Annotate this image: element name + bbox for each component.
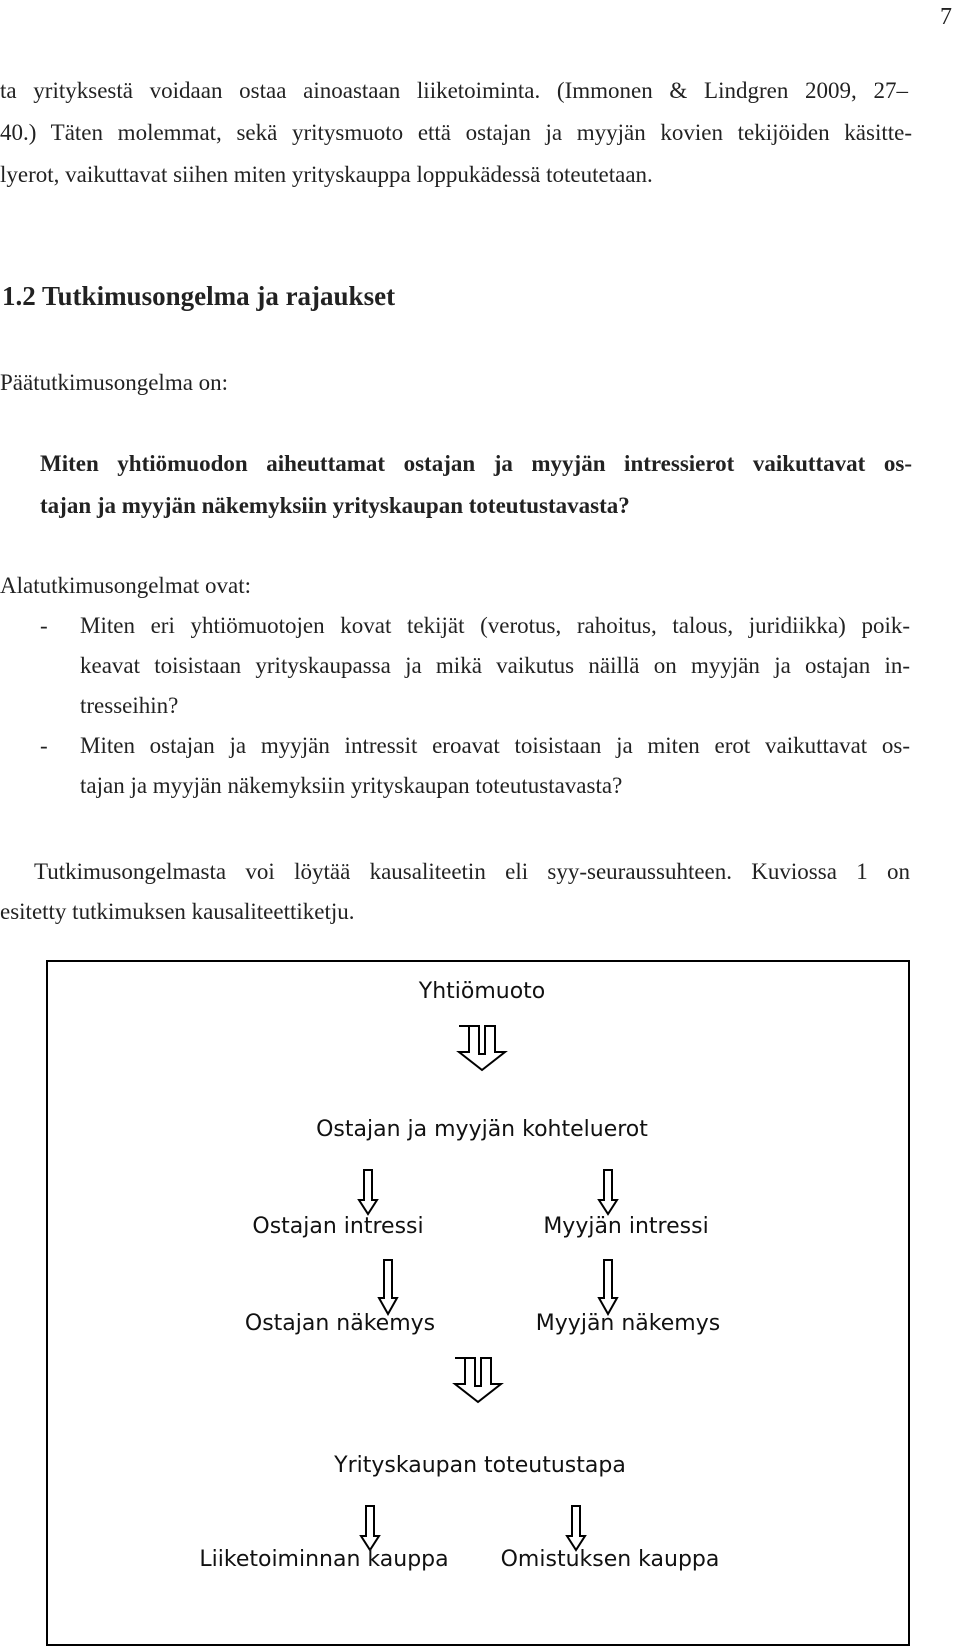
double-down-arrow-icon: [451, 1356, 505, 1404]
main-problem-line-1: Miten yhtiömuodon aiheuttamat ostajan ja myyjän intressierot vaikuttavat os-: [40, 451, 912, 476]
sub-problem-1-bullet: -: [40, 613, 48, 638]
sub-problems-label: Alatutkimusongelmat ovat:: [0, 573, 252, 598]
sub-problem-1-line-2: keavat toisistaan yrityskaupassa ja mikä vaikutus näillä on myyjän ja ostajan in-: [80, 653, 910, 678]
sub-problem-2-bullet: -: [40, 733, 48, 758]
node-liiketoiminnan-kauppa: Liiketoiminnan kauppa: [199, 1547, 449, 1572]
page-number: 7: [940, 4, 952, 30]
causality-diagram: [46, 960, 910, 1646]
node-toteutustapa: Yrityskaupan toteutustapa: [334, 1453, 626, 1478]
sub-problem-2-line-2: tajan ja myyjän näkemyksiin yrityskaupan toteutustavasta?: [80, 773, 623, 798]
node-omistuksen-kauppa: Omistuksen kauppa: [500, 1547, 720, 1572]
down-arrow-icon: [597, 1258, 619, 1316]
intro-line-3: lyerot, vaikuttavat siihen miten yrityskauppa loppukädessä toteutetaan.: [0, 162, 653, 187]
closing-line-1: Tutkimusongelmasta voi löytää kausaliteetin eli syy-seuraussuhteen. Kuviossa 1 on: [34, 859, 910, 884]
node-ostajan-intressi: Ostajan intressi: [252, 1214, 424, 1239]
intro-line-2: 40.) Täten molemmat, sekä yritysmuoto että ostajan ja myyjän kovien tekijöiden käsitte-: [0, 120, 912, 145]
down-arrow-icon: [357, 1168, 379, 1216]
node-myyjan-nakemys: Myyjän näkemys: [535, 1311, 721, 1336]
intro-line-1: ta yrityksestä voidaan ostaa ainoastaan liiketoiminta. (Immonen & Lindgren 2009, 27–: [0, 78, 908, 103]
double-down-arrow-icon: [455, 1024, 509, 1072]
node-myyjan-intressi: Myyjän intressi: [543, 1214, 709, 1239]
down-arrow-icon: [597, 1168, 619, 1216]
main-problem-line-2: tajan ja myyjän näkemyksiin yrityskaupan toteutustavasta?: [40, 493, 630, 518]
main-problem-label: Päätutkimusongelma on:: [0, 370, 229, 395]
down-arrow-icon: [565, 1504, 587, 1552]
down-arrow-icon: [359, 1504, 381, 1552]
sub-problem-2-line-1: Miten ostajan ja myyjän intressit eroavat toisistaan ja miten erot vaikuttavat os-: [80, 733, 910, 758]
node-yhtiomuoto: Yhtiömuoto: [418, 979, 546, 1004]
sub-problem-1-line-3: tresseihin?: [80, 693, 179, 718]
down-arrow-icon: [377, 1258, 399, 1316]
section-heading: 1.2 Tutkimusongelma ja rajaukset: [2, 281, 396, 311]
node-kohteluerot: Ostajan ja myyjän kohteluerot: [316, 1117, 648, 1142]
closing-line-2: esitetty tutkimuksen kausaliteettiketju.: [0, 899, 355, 924]
node-ostajan-nakemys: Ostajan näkemys: [244, 1311, 436, 1336]
sub-problem-1-line-1: Miten eri yhtiömuotojen kovat tekijät (verotus, rahoitus, talous, juridiikka) poik-: [80, 613, 910, 638]
